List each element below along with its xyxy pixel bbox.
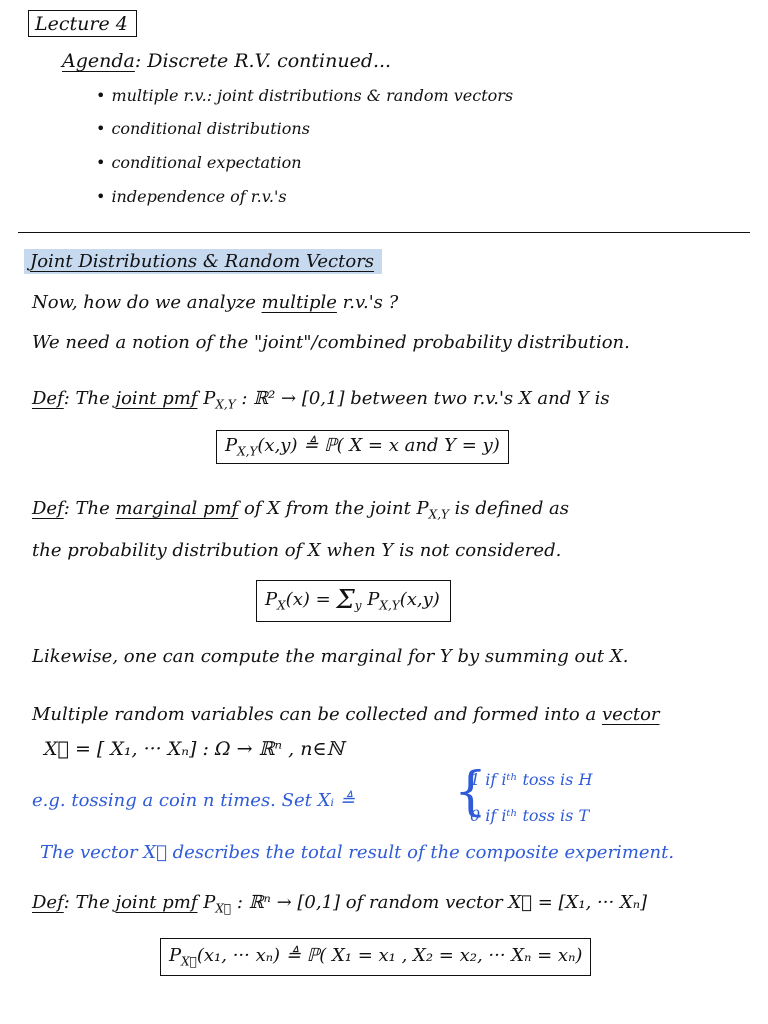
- section-title: [24, 249, 382, 274]
- def2-formula-rhs-rest: (x,y): [399, 589, 440, 610]
- conclusion-line: The vector X⃗ describes the total result of the composite experiment.: [40, 842, 675, 863]
- def2-formula-box: [256, 580, 451, 622]
- agenda-text: : Discrete R.V. continued...: [134, 50, 392, 72]
- vectors-line-1-text: Multiple random variables can be collected and formed into a: [32, 704, 602, 725]
- case-2: 0 if iᵗʰ toss is T: [470, 806, 590, 825]
- def3-formula-box: [160, 938, 591, 976]
- def2-term: marginal pmf: [115, 498, 239, 519]
- def1-post-sub: X,Y: [215, 397, 236, 412]
- def3-formula-sub: X⃗: [181, 954, 197, 969]
- vectors-line-1: [32, 704, 660, 725]
- def3-formula-rest: (x₁, ··· xₙ) ≜ ℙ( X₁ = x₁ , X₂ = x₂, ··· Xₙ = xₙ): [196, 945, 583, 966]
- intro-text-b: r.v.'s ?: [336, 292, 399, 313]
- def1-formula-rest: (x,y) ≜ ℙ( X = x and Y = y): [257, 435, 500, 456]
- agenda-bullet-1: • multiple r.v.: joint distributions & random vectors: [96, 86, 513, 105]
- def1-formula-p: P: [225, 435, 238, 456]
- def3-statement: [32, 892, 647, 916]
- def3-pre: : The: [63, 892, 116, 913]
- agenda-label: Agenda: [62, 50, 135, 72]
- def2-formula-rhs: P: [361, 589, 380, 610]
- def2-statement: [32, 498, 569, 522]
- sum-symbol: Σ: [336, 585, 355, 615]
- def1-label: Def: [32, 388, 64, 409]
- def2-label: Def: [32, 498, 64, 519]
- lecture-title: Lecture 4: [28, 10, 137, 37]
- def1-term: joint pmf: [115, 388, 198, 409]
- section-title-text: Joint Distributions & Random Vectors: [30, 251, 375, 272]
- intro-text-a: Now, how do we analyze: [32, 292, 262, 313]
- def2-post2: is defined as: [448, 498, 570, 519]
- agenda-line: [62, 50, 391, 72]
- def2-formula-lhs-sub: X: [277, 598, 286, 613]
- def3-post: P: [197, 892, 216, 913]
- def2-post-sub: X,Y: [428, 507, 449, 522]
- def3-post-sub: X⃗: [215, 901, 232, 916]
- def1-pre: : The: [63, 388, 116, 409]
- def2-post: of X from the joint P: [238, 498, 429, 519]
- intro-text-multiple: multiple: [261, 292, 337, 313]
- agenda-bullet-3: • conditional expectation: [96, 153, 302, 172]
- cases-brace: {: [454, 762, 488, 822]
- def2-formula-rhs-sub: X,Y: [379, 598, 400, 613]
- def2-formula-lhs-rest: (x) =: [285, 589, 337, 610]
- def1-post: P: [197, 388, 216, 409]
- intro-line-1: [32, 292, 398, 313]
- intro-line-2: We need a notion of the "joint"/combined probability distribution.: [32, 332, 630, 353]
- vectors-line-2: X⃗ = [ X₁, ··· Xₙ] : Ω → ℝⁿ , n∈ℕ: [44, 738, 344, 760]
- agenda-bullet-2: • conditional distributions: [96, 119, 310, 138]
- section-divider: [18, 232, 750, 233]
- agenda-bullet-4: • independence of r.v.'s: [96, 187, 287, 206]
- def1-formula-box: [216, 430, 509, 464]
- def2-formula-lhs: P: [265, 589, 278, 610]
- def2-line-2: the probability distribution of X when Y is not considered.: [32, 540, 562, 561]
- def3-term: joint pmf: [115, 892, 198, 913]
- def3-post2: : ℝⁿ → [0,1] of random vector X⃗ = [X₁, ··· Xₙ]: [231, 892, 648, 913]
- def1-post2: : ℝ² → [0,1] between two r.v.'s X and Y is: [235, 388, 610, 409]
- def2-pre: : The: [63, 498, 116, 519]
- def3-label: Def: [32, 892, 64, 913]
- def1-statement: [32, 388, 610, 412]
- vectors-term: vector: [601, 704, 660, 725]
- def1-formula-sub: X,Y: [237, 444, 258, 459]
- sum-index: y: [354, 598, 362, 613]
- def3-formula-p: P: [169, 945, 182, 966]
- case-1: 1 if iᵗʰ toss is H: [470, 770, 593, 789]
- example-line: e.g. tossing a coin n times. Set Xᵢ ≜: [32, 790, 355, 811]
- likewise-line: Likewise, one can compute the marginal for Y by summing out X.: [32, 646, 629, 667]
